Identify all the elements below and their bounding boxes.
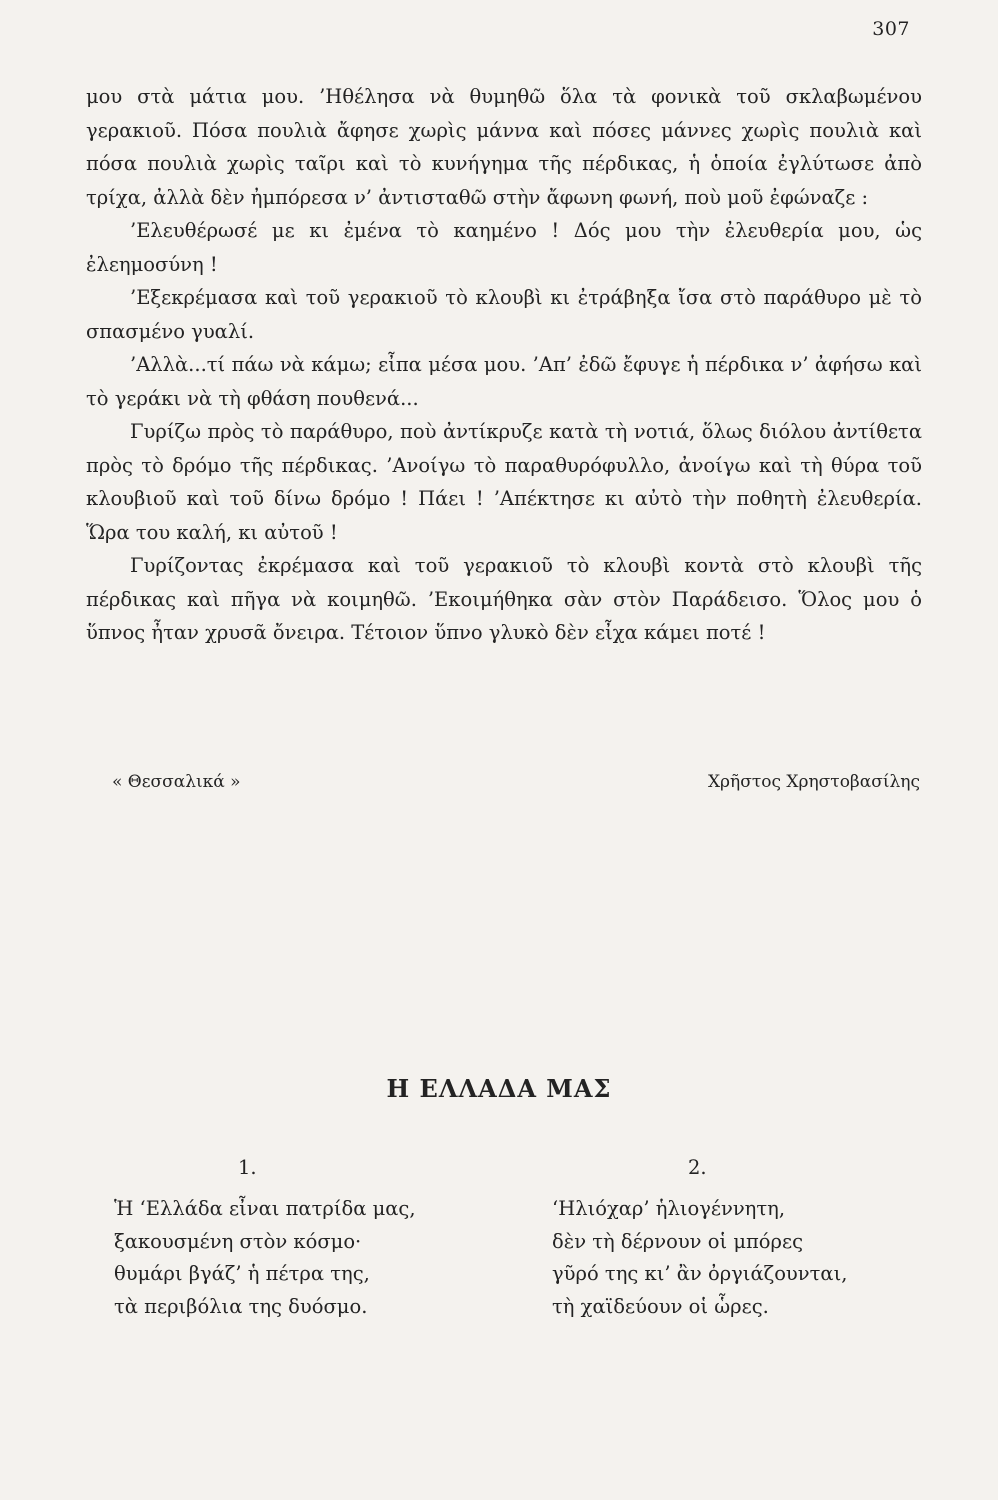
poem-line: τὰ περιβόλια της δυόσμο. — [114, 1294, 368, 1318]
poem-line: δὲν τὴ δέρνουν οἱ μπόρες — [552, 1229, 804, 1253]
poem-line: ξακουσμένη στὸν κόσμο· — [114, 1229, 362, 1253]
poem-line: γῦρό της κι’ ἂν ὀργιάζουνται, — [552, 1262, 848, 1285]
stanza-number: 2. — [688, 1156, 707, 1179]
paragraph: ’Ελευθέρωσέ με κι ἐμένα τὸ καημένο ! Δός μου τὴν ἐλευθερία μου, ὡς ἐλεημοσύνη ! — [86, 219, 922, 276]
paragraph: Γυρίζοντας ἐκρέμασα καὶ τοῦ γερακιοῦ τὸ κλουβὶ κοντὰ στὸ κλουβὶ τῆς πέρδικας καὶ πῆγα νὰ κοιμηθῶ. ’Εκοιμήθηκα σὰν στὸν Παράδεισο. Ὅλος μου ὁ ὕπνος ἦταν χρυσᾶ ὄνειρα. Τέτοιον ὕπνο γλυκὸ δὲν εἶχα κάμει ποτέ ! — [86, 554, 922, 644]
poem-line: τὴ χαϊδεύουν οἱ ὧρες. — [552, 1294, 769, 1318]
paragraph: ’Εξεκρέμασα καὶ τοῦ γερακιοῦ τὸ κλουβὶ κι ἐτράβηξα ἴσα στὸ παράθυρο μὲ τὸ σπασμένο γυαλί. — [86, 286, 922, 343]
poem-title: Η ΕΛΛΑΔΑ ΜΑΣ — [386, 1074, 612, 1103]
author-name: Χρῆστος Χρηστοβασίλης — [707, 772, 920, 792]
paragraph: μου στὰ μάτια μου. ’Ηθέλησα νὰ θυμηθῶ ὅλα τὰ φονικὰ τοῦ σκλαβωμένου γερακιοῦ. Πόσα πουλιὰ ἄφησε χωρὶς μάννα καὶ πόσες μάννες χωρὶς πουλιὰ καὶ πόσα πουλιὰ χωρὶς ταῖρι καὶ τὸ κυνήγημα τῆς πέρδικας, ἡ ὁποία ἐγλύτωσε ἀπὸ τρίχα, ἀλλὰ δὲν ἠμπόρεσα ν’ ἀντισταθῶ στὴν ἄφωνη φωνή, ποὺ μοῦ ἐφώναζε : — [86, 85, 922, 209]
prose-body — [86, 80, 922, 650]
poem-line: ‘Ηλιόχαρ’ ἡλιογέννητη, — [552, 1197, 786, 1220]
poem-line: θυμάρι βγάζ’ ἡ πέτρα της, — [114, 1262, 370, 1285]
paragraph: ’Αλλὰ...τί πάω νὰ κάμω; εἶπα μέσα μου. ’Απ’ ἐδῶ ἔφυγε ἡ πέρδικα ν’ ἀφήσω καὶ τὸ γεράκι νὰ τὴ φθάση πουθενά... — [86, 353, 922, 410]
signoff — [112, 772, 920, 792]
page-number: 307 — [872, 18, 910, 40]
poem-stanza-1 — [114, 1156, 416, 1323]
paragraph: Γυρίζω πρὸς τὸ παράθυρο, ποὺ ἀντίκρυζε κατὰ τὴ νοτιά, ὅλως διόλου ἀντίθετα πρὸς τὸ δρόμο τῆς πέρδικας. ’Ανοίγω τὸ παραθυρόφυλλο, ἀνοίγω καὶ τὴ θύρα τοῦ κλουβιοῦ καὶ τοῦ δίνω δρόμο ! Πάει ! ’Απέκτησε κι αὐτὸ τὴν ποθητὴ ἐλευθερία. Ὥρα του καλή, κι αὐτοῦ ! — [86, 420, 922, 544]
stanza-number: 1. — [238, 1156, 257, 1179]
poem-line: Ἡ ‘Ελλάδα εἶναι πατρίδα μας, — [114, 1197, 416, 1220]
source-citation: « Θεσσαλικά » — [112, 772, 241, 792]
poem-stanza-2 — [552, 1156, 847, 1323]
